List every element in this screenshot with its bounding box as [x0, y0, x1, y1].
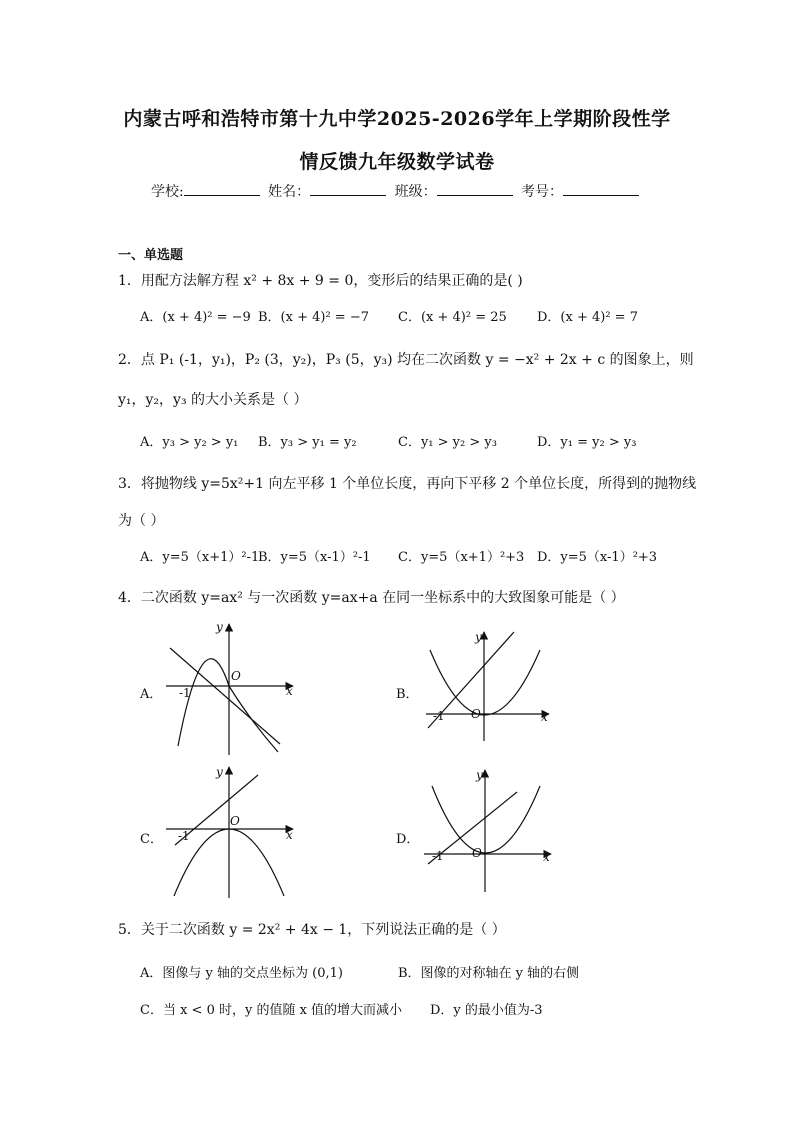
q3-stem-line-1: 3．将抛物线 y=5x²+1 向左平移 1 个单位长度，再向下平移 2 个单位长度，所得到的抛物线	[118, 476, 697, 492]
q3-stem-line-2: 为（ ）	[118, 513, 165, 529]
title-line-1: 内蒙古呼和浩特市第十九中学2025-2026学年上学期阶段性学	[123, 108, 671, 130]
graph-c-origin-label: O	[230, 814, 240, 828]
graph-d-origin-label: O	[472, 846, 482, 860]
graph-d	[424, 770, 551, 892]
name-label: 姓名：	[268, 184, 311, 200]
q5-option-d: D．y 的最小值为-3	[430, 1003, 543, 1018]
q3-option-a: A．y=5（x+1）²-1	[140, 550, 260, 565]
exam-number-label: 考号：	[521, 184, 564, 200]
graph-c-tick-label: -1	[178, 829, 190, 843]
graph-b-y-label: y	[475, 630, 482, 644]
q2-option-c: C．y₁ > y₂ > y₃	[398, 435, 497, 450]
q3-option-d: D．y=5（x-1）²+3	[537, 550, 658, 565]
q1-stem: 1．用配方法解方程 x² + 8x + 9 = 0，变形后的结果正确的是( )	[118, 273, 523, 289]
class-label: 班级：	[394, 184, 437, 200]
q1-option-c: C．(x + 4)² = 25	[398, 310, 507, 325]
graph-a-origin-label: O	[231, 669, 241, 683]
graph-b-x-label: x	[541, 710, 548, 724]
graph-d-tick-label: -1	[432, 849, 444, 863]
q5-option-c: C．当 x < 0 时，y 的值随 x 值的增大而减小	[140, 1003, 403, 1018]
q3-option-c: C．y=5（x+1）²+3	[398, 550, 525, 565]
graph-c-x-label: x	[286, 828, 293, 842]
graph-b-tick-label: -1	[433, 709, 445, 723]
q4-option-b-label: B．	[396, 687, 419, 702]
graph-b-origin-label: O	[471, 707, 481, 721]
title-line-2: 情反馈九年级数学试卷	[299, 151, 495, 173]
q2-option-b: B．y₃ > y₁ = y₂	[258, 435, 357, 450]
q5-stem: 5．关于二次函数 y = 2x² + 4x − 1，下列说法正确的是（ ）	[118, 922, 506, 938]
school-label: 学校:	[150, 184, 184, 200]
q2-stem-line-2: y₁，y₂，y₃ 的大小关系是（ ）	[118, 392, 308, 408]
graph-a-tick-label: -1	[179, 686, 191, 700]
section-heading: 一、单选题	[118, 248, 184, 263]
q4-option-a-label: A．	[140, 687, 163, 702]
q4-option-c-label: C．	[140, 832, 163, 847]
q5-option-a: A．图像与 y 轴的交点坐标为 (0,1)	[140, 966, 343, 981]
graph-a-x-label: x	[286, 684, 293, 698]
q3-option-b: B．y=5（x-1）²-1	[258, 550, 371, 565]
q1-option-b: B．(x + 4)² = −7	[258, 310, 369, 325]
q5-option-b: B．图像的对称轴在 y 轴的右侧	[398, 966, 580, 981]
q1-option-a: A．(x + 4)² = −9	[140, 310, 251, 325]
graph-d-y-label: y	[476, 768, 483, 782]
graph-b	[426, 632, 549, 741]
q1-option-d: D．(x + 4)² = 7	[537, 310, 638, 325]
q4-stem: 4．二次函数 y=ax² 与一次函数 y=ax+a 在同一坐标系中的大致图象可能是（ ）	[118, 590, 625, 606]
graph-c-y-label: y	[216, 765, 223, 779]
q2-option-a: A．y₃ > y₂ > y₁	[140, 435, 239, 450]
graph-a-y-label: y	[216, 620, 223, 634]
q4-option-d-label: D．	[396, 832, 420, 847]
graph-d-x-label: x	[543, 850, 550, 864]
q2-stem-line-1: 2．点 P₁ (-1，y₁)，P₂ (3，y₂)，P₃ (5，y₃) 均在二次函数 y = −x² + 2x + c 的图象上，则	[118, 352, 694, 368]
q2-option-d: D．y₁ = y₂ > y₃	[537, 435, 637, 450]
